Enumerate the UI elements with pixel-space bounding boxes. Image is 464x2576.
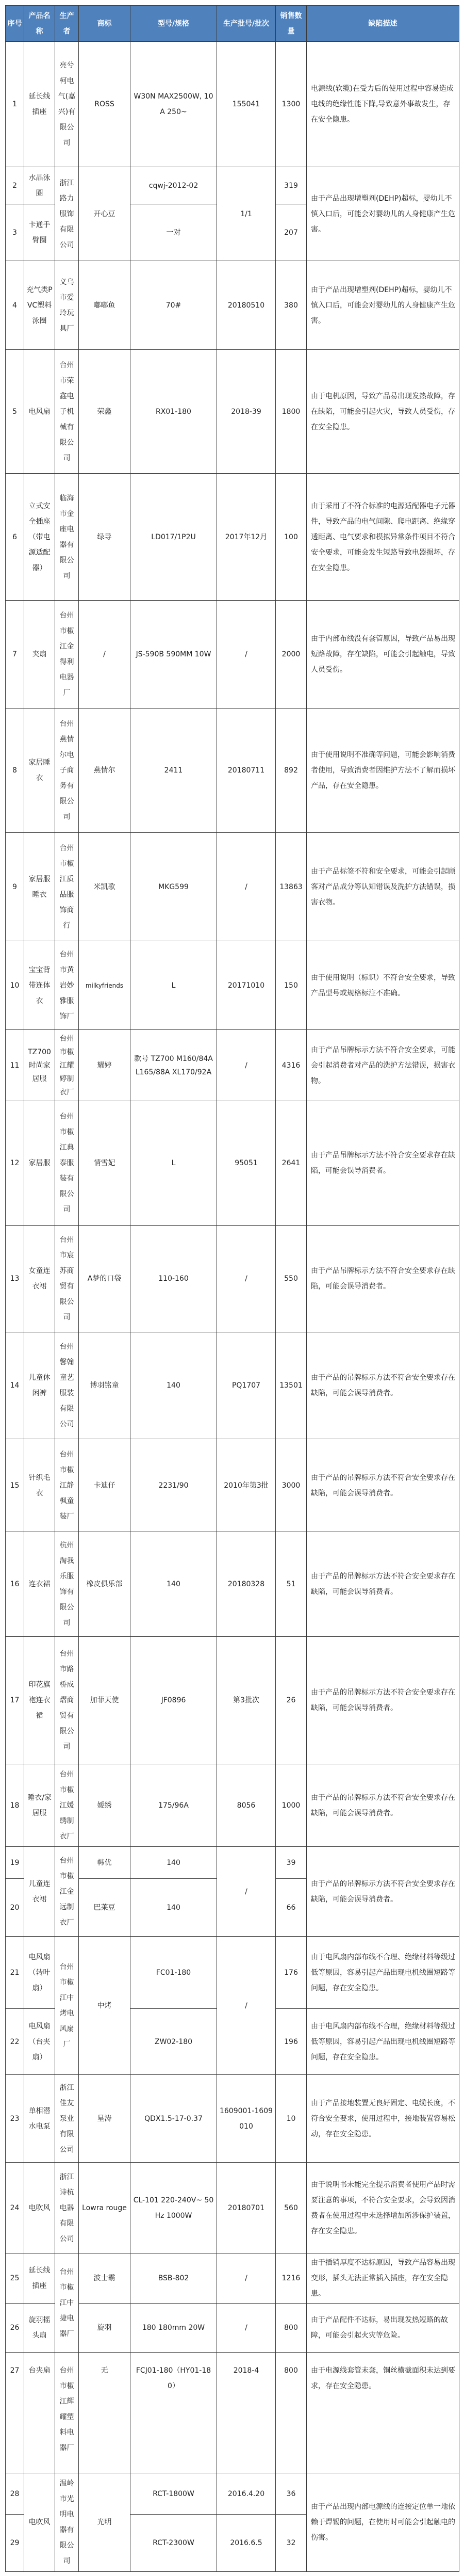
- header-batch: 生产批号/批次: [217, 6, 276, 42]
- cell-defect: 由于产品的吊牌标示方法不符合安全要求存在缺陷，可能会误导消费者。: [307, 1439, 459, 1532]
- cell-model: cqwj-2012-02: [130, 167, 217, 204]
- cell-product: 睡衣/家居服: [24, 1764, 55, 1847]
- cell-batch: /: [217, 1937, 276, 2075]
- cell-quantity: 207: [276, 204, 307, 261]
- table-row: [6, 2163, 459, 2253]
- cell-index: 2: [6, 167, 24, 204]
- cell-quantity: 800: [276, 2304, 307, 2353]
- cell-quantity: 2641: [276, 1101, 307, 1226]
- cell-batch: 20180711: [217, 709, 276, 833]
- cell-brand: 荣鑫: [79, 350, 130, 474]
- cell-batch: /: [217, 1847, 276, 1937]
- cell-index: 27: [6, 2353, 24, 2473]
- cell-manufacturer: 台州市宸苏商贸有限公司: [55, 1226, 79, 1332]
- cell-index: 26: [6, 2304, 24, 2353]
- cell-index: 5: [6, 350, 24, 474]
- cell-manufacturer: 台州市椒江金远制衣厂: [55, 1847, 79, 1937]
- cell-index: 16: [6, 1532, 24, 1637]
- table-row: [6, 1030, 459, 1101]
- cell-product: 卡通手臂圈: [24, 204, 55, 261]
- cell-batch: 1609001-1609010: [217, 2075, 276, 2163]
- table-row: [6, 1637, 459, 1764]
- cell-defect: 由于产品的吊牌标示方法不符合安全要求存在缺陷，可能会误导消费者。: [307, 1764, 459, 1847]
- cell-quantity: 26: [276, 1637, 307, 1764]
- cell-batch: /: [217, 2253, 276, 2304]
- cell-index: 29: [6, 2515, 24, 2572]
- cell-quantity: 32: [276, 2515, 307, 2572]
- cell-defect: 由于内部布线没有套管原因，导致产品易出现短路故障，存在缺陷，可能会引起触电，导致人员受伤。: [307, 601, 459, 709]
- cell-model: L: [130, 941, 217, 1030]
- header-row: [6, 6, 459, 42]
- cell-batch: 2017年12月: [217, 474, 276, 601]
- table-row: [6, 833, 459, 941]
- cell-product: 延长线插座: [24, 42, 55, 167]
- table-row: [6, 601, 459, 709]
- cell-quantity: 39: [276, 1847, 307, 1879]
- cell-product: 电风扇: [24, 350, 55, 474]
- cell-batch: 第3批次: [217, 1637, 276, 1764]
- cell-model: RCT-2300W: [130, 2515, 217, 2572]
- cell-product: 充气类PVC塑料泳圈: [24, 261, 55, 350]
- cell-index: 3: [6, 204, 24, 261]
- header-quantity: 销售数量: [276, 6, 307, 42]
- cell-brand: 橡皮俱乐部: [79, 1532, 130, 1637]
- cell-product: 针织毛衣: [24, 1439, 55, 1532]
- cell-brand: ROSS: [79, 42, 130, 167]
- table-row: [6, 1532, 459, 1637]
- cell-quantity: 176: [276, 1937, 307, 2009]
- cell-product: 台夹扇: [24, 2353, 55, 2473]
- cell-product: 印花旗袍连衣裙: [24, 1637, 55, 1764]
- cell-index: 20: [6, 1879, 24, 1937]
- cell-quantity: 13863: [276, 833, 307, 941]
- cell-quantity: 550: [276, 1226, 307, 1332]
- cell-batch: /: [217, 601, 276, 709]
- cell-brand: 绿导: [79, 474, 130, 601]
- cell-manufacturer: 台州市椒江静枫童装厂: [55, 1439, 79, 1532]
- cell-model: W30N MAX2500W, 10A 250~: [130, 42, 217, 167]
- cell-brand: A梦的口袋: [79, 1226, 130, 1332]
- cell-quantity: 36: [276, 2473, 307, 2515]
- cell-index: 6: [6, 474, 24, 601]
- cell-index: 10: [6, 941, 24, 1030]
- cell-index: 28: [6, 2473, 24, 2515]
- cell-brand: 无: [79, 2353, 130, 2473]
- cell-quantity: 1800: [276, 350, 307, 474]
- cell-defect: 由于说明书未能完全提示消费者使用产品时需要注意的事项，不符合安全要求，会导致因消费者在使用过程中未选择增加所涉保护装置，存在安全隐患。: [307, 2163, 459, 2253]
- cell-index: 14: [6, 1332, 24, 1439]
- cell-defect: 由于使用说明不准确等问题，可能会影响消费者使用，导致消费者因维护方法不了解而损坏产品，存在安全隐患。: [307, 709, 459, 833]
- cell-manufacturer: 亮兮柯电气(嘉兴)有限公司: [55, 42, 79, 167]
- cell-index: 9: [6, 833, 24, 941]
- cell-manufacturer: 台州市椒江典泰服装有限公司: [55, 1101, 79, 1226]
- cell-quantity: 3000: [276, 1439, 307, 1532]
- cell-model: 180 180mm 20W: [130, 2304, 217, 2353]
- cell-product: 单相潜水电泵: [24, 2075, 55, 2163]
- cell-quantity: 13501: [276, 1332, 307, 1439]
- cell-manufacturer: 温岭市光明电器有限公司: [55, 2473, 79, 2572]
- cell-quantity: 1000: [276, 1764, 307, 1847]
- table-row: [6, 1439, 459, 1532]
- cell-manufacturer: 临海市金座电器有限公司: [55, 474, 79, 601]
- cell-batch: 8056: [217, 1764, 276, 1847]
- cell-brand: 加菲天使: [79, 1637, 130, 1764]
- table-row: [6, 1847, 459, 1879]
- table-row: [6, 2473, 459, 2515]
- cell-model: FC01-180: [130, 1937, 217, 2009]
- cell-manufacturer: 台州燕情尔电子商务有限公司: [55, 709, 79, 833]
- cell-model: L: [130, 1101, 217, 1226]
- cell-quantity: 66: [276, 1879, 307, 1937]
- table-row: [6, 709, 459, 833]
- cell-product: 夹扇: [24, 601, 55, 709]
- cell-defect: 由于产品的吊牌标示方法不符合安全要求存在缺陷，可能会误导消费者。: [307, 1532, 459, 1637]
- cell-manufacturer: 台州市椒江中捷电器厂: [55, 2253, 79, 2353]
- table-row: [6, 1101, 459, 1226]
- table-row: [6, 42, 459, 167]
- cell-brand: 巴莱豆: [79, 1879, 130, 1937]
- cell-product: 电吹风: [24, 2163, 55, 2253]
- cell-manufacturer: 台州市椒江媛绣制衣厂: [55, 1764, 79, 1847]
- cell-defect: 电源线(软缆)在受力后的使用过程中容易造成电线的绝缘性能下降,导致意外事故发生，存在安全隐患。: [307, 42, 459, 167]
- cell-index: 24: [6, 2163, 24, 2253]
- cell-manufacturer: 台州市路桥成熠商贸有限公司: [55, 1637, 79, 1764]
- cell-product: 家居服睡衣: [24, 833, 55, 941]
- table-row: [6, 261, 459, 350]
- cell-index: 17: [6, 1637, 24, 1764]
- cell-model: RCT-1800W: [130, 2473, 217, 2515]
- cell-defect: 由于产品出现增塑剂(DEHP)超标，婴幼儿不慎入口后，可能会对婴幼儿的人身健康产生危害。: [307, 167, 459, 261]
- cell-manufacturer: 浙江诗杭电器有限公司: [55, 2163, 79, 2253]
- cell-quantity: 380: [276, 261, 307, 350]
- cell-manufacturer: 义乌市爱玲玩具厂: [55, 261, 79, 350]
- header-index: 序号: [6, 6, 24, 42]
- cell-index: 12: [6, 1101, 24, 1226]
- cell-product: 立式安全插座（带电源适配器）: [24, 474, 55, 601]
- cell-product: 家居睡衣: [24, 709, 55, 833]
- cell-manufacturer: 浙江佳友泵业有限公司: [55, 2075, 79, 2163]
- table-row: [6, 1937, 459, 2009]
- cell-quantity: 1216: [276, 2253, 307, 2304]
- cell-product: 电风扇（台夹扇）: [24, 2009, 55, 2075]
- cell-model: ZW02-180: [130, 2009, 217, 2075]
- cell-index: 15: [6, 1439, 24, 1532]
- recall-table: [5, 5, 459, 2572]
- cell-brand: 光明: [79, 2473, 130, 2572]
- cell-index: 11: [6, 1030, 24, 1101]
- cell-brand: 嘟嘟鱼: [79, 261, 130, 350]
- header-manufacturer: 生产者: [55, 6, 79, 42]
- cell-brand: 燕情尔: [79, 709, 130, 833]
- cell-index: 13: [6, 1226, 24, 1332]
- cell-brand: Lowra rouge: [79, 2163, 130, 2253]
- cell-defect: 由于产品的吊牌标示方法不符合安全要求存在缺陷，可能会误导消费者。: [307, 1847, 459, 1937]
- cell-product: 儿童休闲裤: [24, 1332, 55, 1439]
- cell-model: 110-160: [130, 1226, 217, 1332]
- table-row: [6, 1332, 459, 1439]
- cell-product: 女童连衣裙: [24, 1226, 55, 1332]
- cell-index: 21: [6, 1937, 24, 2009]
- cell-brand: 卡迪仔: [79, 1439, 130, 1532]
- table-row: [6, 1764, 459, 1847]
- header-brand: 商标: [79, 6, 130, 42]
- cell-quantity: 10: [276, 2075, 307, 2163]
- cell-model: RX01-180: [130, 350, 217, 474]
- cell-batch: 95051: [217, 1101, 276, 1226]
- cell-defect: 由于产品的吊牌标示方法不符合安全要求存在缺陷，可能会误导消费者。: [307, 1332, 459, 1439]
- cell-model: CL-101 220-240V~ 50Hz 1000W: [130, 2163, 217, 2253]
- cell-model: 2411: [130, 709, 217, 833]
- cell-quantity: 4316: [276, 1030, 307, 1101]
- cell-brand: 米凯歌: [79, 833, 130, 941]
- cell-batch: 1/1: [217, 167, 276, 261]
- cell-quantity: 196: [276, 2009, 307, 2075]
- cell-model: 140: [130, 1332, 217, 1439]
- cell-model: JS-590B 590MM 10W: [130, 601, 217, 709]
- cell-manufacturer: 台州市椒江质品服饰商行: [55, 833, 79, 941]
- cell-batch: 2016.4.20: [217, 2473, 276, 2515]
- cell-index: 25: [6, 2253, 24, 2304]
- cell-batch: 2018-39: [217, 350, 276, 474]
- cell-defect: 由于电风扇内部布线不合理、绝缘材料等级过低等原因，容易引起产品出现电机线圈短路等问题，存在安全隐患。: [307, 1937, 459, 2009]
- cell-batch: 2010年第3批: [217, 1439, 276, 1532]
- cell-brand: 韩优: [79, 1847, 130, 1879]
- cell-product: TZ700时尚家居服: [24, 1030, 55, 1101]
- cell-brand: 开心豆: [79, 167, 130, 261]
- cell-quantity: 2000: [276, 601, 307, 709]
- cell-batch: 20180510: [217, 261, 276, 350]
- cell-batch: /: [217, 2304, 276, 2353]
- cell-defect: 由于电源线套管未套，铜丝横截面积未达到要求，存在安全隐患。: [307, 2353, 459, 2473]
- cell-manufacturer: 台州市椒江辉耀塑料电器厂: [55, 2353, 79, 2473]
- cell-manufacturer: 台州市荣鑫电子机械有限公司: [55, 350, 79, 474]
- cell-manufacturer: 台州市黄岩妙雅服饰厂: [55, 941, 79, 1030]
- table-row: [6, 350, 459, 474]
- table-row: [6, 167, 459, 204]
- cell-manufacturer: 台州市椒江中烤电风扇厂: [55, 1937, 79, 2075]
- cell-quantity: 800: [276, 2353, 307, 2473]
- cell-index: 8: [6, 709, 24, 833]
- cell-batch: 20180328: [217, 1532, 276, 1637]
- cell-defect: 由于电机原因，导致产品易出现发热故障，存在缺陷，可能会引起火灾，导致人员受伤，存在安全隐患。: [307, 350, 459, 474]
- cell-batch: /: [217, 1226, 276, 1332]
- cell-batch: 2016.6.5: [217, 2515, 276, 2572]
- cell-defect: 由于产品配件不达标，易出现发热短路的故障，可能会引起火灾等危险。: [307, 2304, 459, 2353]
- cell-model: MKG599: [130, 833, 217, 941]
- cell-index: 19: [6, 1847, 24, 1879]
- cell-model: 一对: [130, 204, 217, 261]
- cell-defect: 由于产品标签不符和安全要求，可能会引起顾客对产品成分等认知错误及洗护方法错误，损害衣物。: [307, 833, 459, 941]
- cell-manufacturer: 杭州淘我乐服饰有限公司: [55, 1532, 79, 1637]
- cell-brand: 情雪妃: [79, 1101, 130, 1226]
- cell-defect: 由于电风扇内部布线不合理，绝缘材料等级过低等原因，容易引起产品出现电机线圈短路等问题，存在安全隐患。: [307, 2009, 459, 2075]
- cell-quantity: 560: [276, 2163, 307, 2253]
- cell-model: QDX1.5-17-0.37: [130, 2075, 217, 2163]
- cell-brand: /: [79, 601, 130, 709]
- cell-product: 连衣裙: [24, 1532, 55, 1637]
- cell-brand: 中烤: [79, 1937, 130, 2075]
- cell-index: 4: [6, 261, 24, 350]
- cell-brand: 媛绣: [79, 1764, 130, 1847]
- cell-quantity: 51: [276, 1532, 307, 1637]
- cell-brand: 博羽铭童: [79, 1332, 130, 1439]
- cell-model: LD017/1P2U: [130, 474, 217, 601]
- table-row: [6, 474, 459, 601]
- cell-manufacturer: 台州市椒江耀婷制衣厂: [55, 1030, 79, 1101]
- cell-manufacturer: 浙江路力服饰有限公司: [55, 167, 79, 261]
- cell-batch: 20180701: [217, 2163, 276, 2253]
- cell-quantity: 892: [276, 709, 307, 833]
- cell-defect: 由于产品吊牌标示方法不符合安全要求存在缺陷，可能会误导消费者。: [307, 1226, 459, 1332]
- table-row: [6, 2075, 459, 2163]
- cell-batch: PQ1707: [217, 1332, 276, 1439]
- table-row: [6, 2353, 459, 2473]
- cell-model: 140: [130, 1879, 217, 1937]
- cell-product: 旋羽摇头扇: [24, 2304, 55, 2353]
- cell-product: 电风扇（转叶扇）: [24, 1937, 55, 2009]
- cell-manufacturer: 台州馨翰童艺服装有限公司: [55, 1332, 79, 1439]
- cell-product: 家居服: [24, 1101, 55, 1226]
- cell-defect: 由于插销厚度不达标原因，导致产品容易出现变形，插头无法正常插入插座，存在安全隐患。: [307, 2253, 459, 2304]
- cell-quantity: 1300: [276, 42, 307, 167]
- cell-batch: 2018-4: [217, 2353, 276, 2473]
- cell-model: 140: [130, 1847, 217, 1879]
- cell-brand: 星涛: [79, 2075, 130, 2163]
- cell-model: 2231/90: [130, 1439, 217, 1532]
- cell-manufacturer: 台州市椒江金得利电器厂: [55, 601, 79, 709]
- cell-index: 18: [6, 1764, 24, 1847]
- cell-defect: 由于产品的吊牌标示方法不符合安全要求存在缺陷，可能会误导消费者。: [307, 1637, 459, 1764]
- cell-quantity: 100: [276, 474, 307, 601]
- cell-defect: 由于使用说明（标识）不符合安全要求，导致产品型号或规格标注不准确。: [307, 941, 459, 1030]
- header-model: 型号/规格: [130, 6, 217, 42]
- cell-model: 款号 TZ700 M160/84A L165/88A XL170/92A: [130, 1030, 217, 1101]
- cell-defect: 由于产品接地装置无良好固定、电缆长度，不符合安全要求，使用过程中，接地装置容易松动，存在安全隐患。: [307, 2075, 459, 2163]
- cell-defect: 由于产品出现内部电源线的连接定位单一地依赖于焊锡的问题，在使用时可能会引起触电的伤害。: [307, 2473, 459, 2572]
- cell-product: 电吹风: [24, 2473, 55, 2572]
- cell-batch: 155041: [217, 42, 276, 167]
- cell-batch: /: [217, 833, 276, 941]
- cell-batch: 20171010: [217, 941, 276, 1030]
- cell-index: 22: [6, 2009, 24, 2075]
- header-defect: 缺陷描述: [307, 6, 459, 42]
- cell-index: 7: [6, 601, 24, 709]
- cell-defect: 由于产品吊牌标示方法不符合安全要求，可能会引起消费者对产品的洗护方法错误，损害衣物。: [307, 1030, 459, 1101]
- cell-quantity: 319: [276, 167, 307, 204]
- header-product: 产品名称: [24, 6, 55, 42]
- table-row: [6, 1226, 459, 1332]
- cell-model: 70#: [130, 261, 217, 350]
- cell-brand: 波士霸: [79, 2253, 130, 2304]
- cell-brand: 旋羽: [79, 2304, 130, 2353]
- cell-defect: 由于采用了不符合标准的电源适配器电子元器件，导致产品的电气间隙、爬电距离、绝缘穿透距离、电气要求和模拟异常条件项目不符合安全要求，可能会发生短路导致电器损坏，存在安全隐患。: [307, 474, 459, 601]
- cell-product: 水晶泳圈: [24, 167, 55, 204]
- cell-index: 1: [6, 42, 24, 167]
- cell-product: 儿童连衣裙: [24, 1847, 55, 1937]
- table-row: [6, 2253, 459, 2304]
- cell-model: FCJ01-180（HY01-180）: [130, 2353, 217, 2473]
- table-row: [6, 941, 459, 1030]
- cell-defect: 由于产品出现增塑剂(DEHP)超标，婴幼儿不慎入口后，可能会对婴幼儿的人身健康产生危害。: [307, 261, 459, 350]
- cell-batch: /: [217, 1030, 276, 1101]
- cell-brand: milkyfriends: [79, 941, 130, 1030]
- cell-quantity: 150: [276, 941, 307, 1030]
- cell-index: 23: [6, 2075, 24, 2163]
- cell-model: JF0896: [130, 1637, 217, 1764]
- cell-model: 175/96A: [130, 1764, 217, 1847]
- cell-model: 140: [130, 1532, 217, 1637]
- cell-defect: 由于产品吊牌标示方法不符合安全要求存在缺陷，可能会误导消费者。: [307, 1101, 459, 1226]
- cell-product: 延长线插座: [24, 2253, 55, 2304]
- cell-product: 宝宝背带连体衣: [24, 941, 55, 1030]
- cell-model: BSB-802: [130, 2253, 217, 2304]
- cell-brand: 耀婷: [79, 1030, 130, 1101]
